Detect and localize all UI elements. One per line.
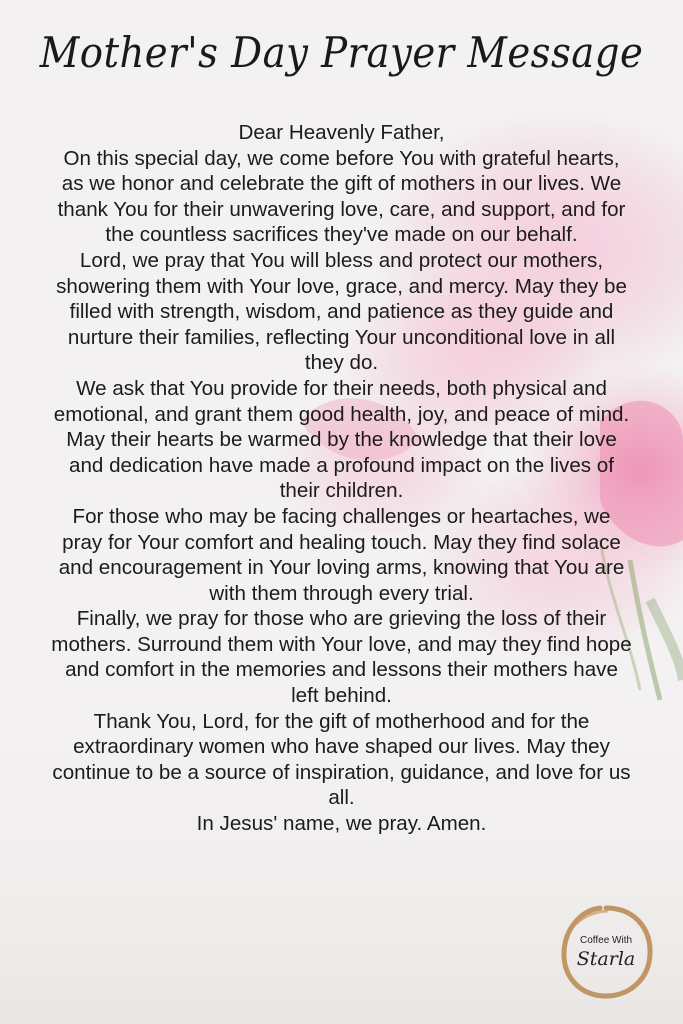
- brand-logo: [556, 902, 656, 1002]
- prayer-paragraph: Finally, we pray for those who are grieving the loss of their mothers. Surround them with Your love, and may they find hope and comfort in the memories and lessons their mothers have left behind.: [51, 607, 632, 708]
- page-title: Mother's Day Prayer Message: [39, 28, 644, 77]
- prayer-paragraph: In Jesus' name, we pray. Amen.: [196, 812, 487, 836]
- prayer-paragraph: Lord, we pray that You will bless and protect our mothers, showering them with Your love, grace, and mercy. May they be filled with strength, wisdom, and patience as they guide and nurture their families, reflecting Your unconditional love in all they do.: [56, 248, 627, 375]
- prayer-paragraph: We ask that You provide for their needs, both physical and emotional, and grant them good health, joy, and peace of mind. May their hearts be warmed by the knowledge that their love and dedication have made a profound impact on the lives of their children.: [53, 376, 630, 503]
- prayer-text: [50, 120, 633, 837]
- prayer-paragraph: Thank You, Lord, for the gift of motherhood and for the extraordinary women who have shaped our lives. May they continue to be a source of inspiration, guidance, and love for us all.: [52, 709, 631, 810]
- prayer-paragraph: For those who may be facing challenges or heartaches, we pray for Your comfort and healing touch. May they find solace and encouragement in Your loving arms, knowing that You are with them through every trial.: [58, 504, 625, 605]
- logo-line-2: Starla: [576, 948, 636, 970]
- logo-line-1: Coffee With: [579, 935, 633, 946]
- prayer-paragraph: On this special day, we come before You with grateful hearts, as we honor and celebrate the gift of mothers in our lives. We thank You for their unwavering love, care, and support, and for the countless sacrifices they've made on our behalf.: [57, 146, 626, 247]
- prayer-paragraph: Dear Heavenly Father,: [238, 121, 445, 144]
